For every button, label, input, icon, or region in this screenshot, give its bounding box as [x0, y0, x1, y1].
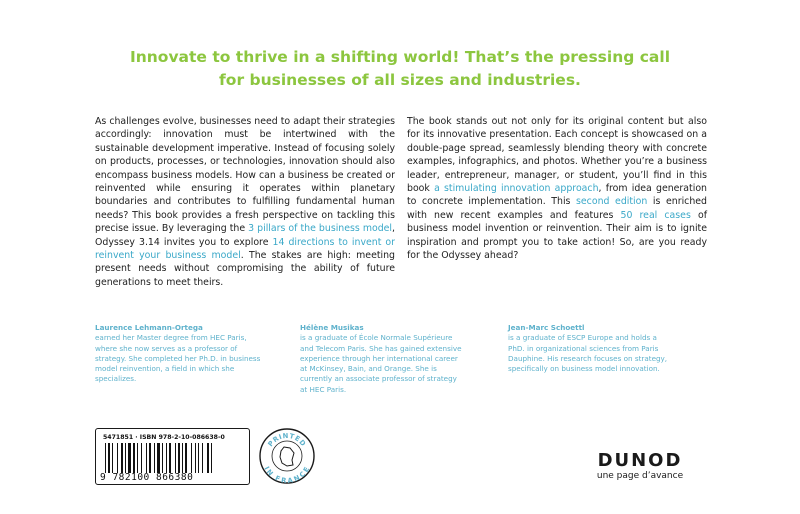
author-bio-2 [300, 323, 465, 395]
left-text-1: As challenges evolve, businesses need to adapt their strategies accordingly: innovation must be intertwined with the sustainable development imperative. Instead of focusing solely on products, processes, or technologies, innovation should also encompass business models. How can a business be created or reinvented while ensuring it operates within planetary boundaries and contributes to fulfilling fundamental human needs? This book provides a fresh perspective on tackling this precise issue. By leveraging the [95, 116, 395, 235]
left-text-3: . The stakes are high: meeting present needs without compromising the ability of future generations to meet theirs. [95, 250, 396, 288]
right-highlight-edition: second edition [576, 196, 648, 208]
svg-text:PRINTED [266, 432, 307, 448]
headline-line-1: Innovate to thrive in a shifting world! That’s the pressing call [129, 48, 671, 66]
headline-line-2: for businesses of all sizes and industries. [219, 71, 581, 89]
left-text-2: , Odyssey 3.14 invites you to explore [95, 223, 396, 248]
right-highlight-cases: 50 real cases [620, 209, 691, 221]
printed-in-france-stamp [258, 427, 316, 485]
author-bio-3 [508, 323, 673, 374]
publisher-tagline: une page d’avance [596, 471, 684, 481]
stamp-top-text: PRINTED [266, 431, 308, 449]
author-description: earned her Master degree from HEC Paris, where she now serves as a professor of strategy. She completed her Ph.D. in business model reinvention, a field in which she specializes. [95, 333, 261, 384]
publisher-name: DUNOD [597, 450, 683, 471]
author-description: is a graduate of École Normale Supérieure and Telecom Paris. She has gained extensive experience through her international career at McKinsey, Bain, and Orange. She is currently an associate professor of strategy at HEC Paris. [300, 333, 462, 394]
left-highlight-directions: 14 directions to invent or reinvent your business model [95, 236, 395, 262]
author-name: Jean-Marc Schoettl [508, 323, 585, 332]
author-description: is a graduate of ESCP Europe and holds a PhD. in organizational sciences from Paris Dauphine. His research focuses on strategy, specifically on business model innovation. [508, 333, 668, 374]
author-name: Hélène Musikas [300, 323, 364, 332]
barcode-digits: 9 782100 866380 [100, 472, 194, 483]
headline [40, 46, 760, 92]
right-highlight-approach: a stimulating innovation approach [434, 183, 599, 195]
right-text-4: of business model invention or reinvention. Their aim is to ignite inspiration and prompt you to take action! So, are you ready for the Odyssey ahead? [407, 209, 707, 262]
author-bio-1 [95, 323, 265, 385]
barcode [95, 428, 250, 485]
stamp-bottom-text: IN FRANCE [262, 465, 312, 485]
publisher-logo [580, 450, 700, 481]
left-highlight-pillars: 3 pillars of the business model [248, 223, 393, 235]
right-text-3: is enriched with new recent examples and features [407, 196, 707, 221]
isbn-number: 5471851 · ISBN 978-2-10-086638-0 [103, 434, 225, 441]
right-text-1: The book stands out not only for its original content but also for its innovative presentation. Each concept is showcased on a double-page spread, seamlessly blending theory with concrete examples, infographics, and photos. Whether you’re a business leader, entrepreneur, manager, or student, you’ll find in this book [407, 116, 707, 195]
right-column-text [407, 115, 707, 262]
svg-text:IN FRANCE [262, 465, 311, 485]
barcode-bars [105, 443, 242, 473]
right-text-2: , from idea generation to concrete implementation. This [407, 183, 707, 208]
left-column-text [95, 115, 395, 289]
france-map-icon [280, 447, 294, 466]
author-name: Laurence Lehmann-Ortega [95, 323, 203, 332]
